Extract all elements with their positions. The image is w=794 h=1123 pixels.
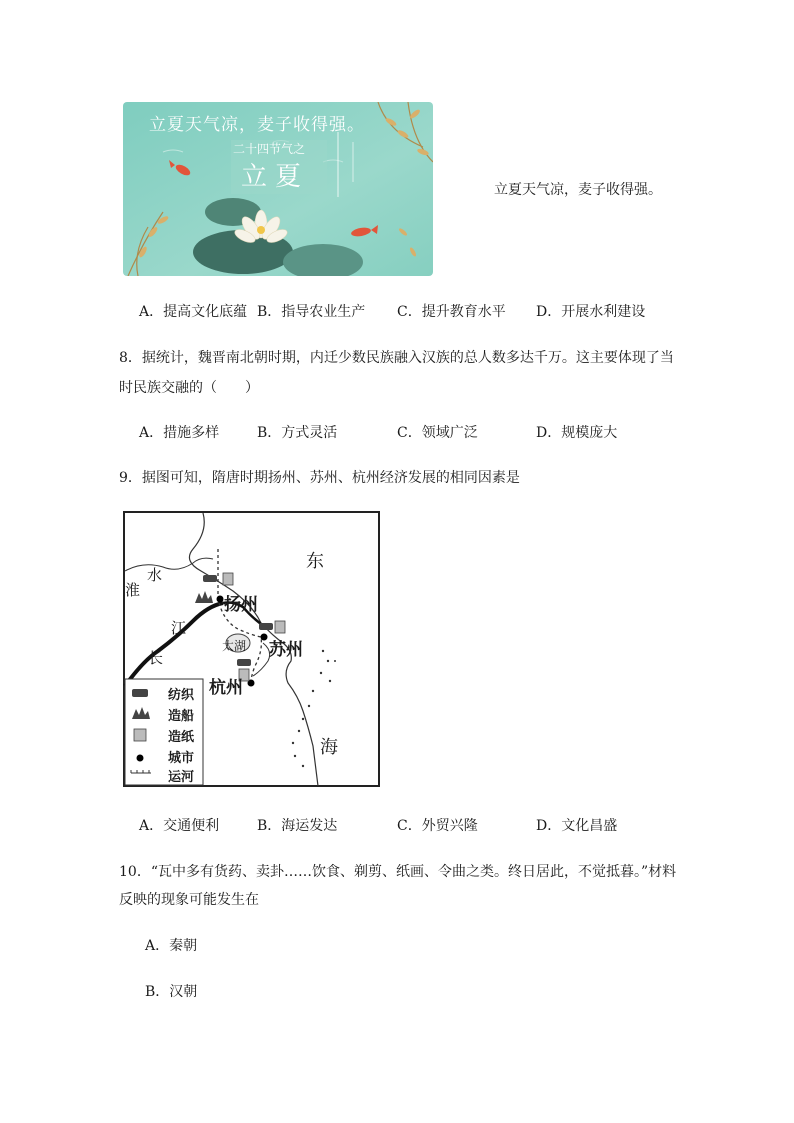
q10-option-b: B．汉朝 (145, 984, 198, 1000)
q7-option-c: C．提升教育水平 (397, 304, 506, 320)
q7-option-a: A．提高文化底蕴 (139, 304, 248, 320)
map-label-huai: 淮 (125, 581, 141, 599)
q9-stem: 9．据图可知，隋唐时期扬州、苏州、杭州经济发展的相同因素是 (119, 470, 520, 486)
legend-city: 城市 (168, 751, 195, 766)
lixia-banner-image (123, 102, 433, 276)
banner-title: 立夏 (241, 162, 310, 192)
map-label-taihu: 太湖 (222, 639, 247, 653)
banner-caption: 立夏天气凉，麦子收得强。 (494, 182, 662, 198)
map-label-jiang: 江 (171, 619, 187, 637)
q8-stem-line1: 8．据统计，魏晋南北朝时期，内迁少数民族融入汉族的总人数多达千万。这主要体现了当 (119, 350, 674, 366)
q9-option-c: C．外贸兴隆 (397, 818, 478, 834)
q8-option-a: A．措施多样 (139, 425, 220, 441)
map-label-chang: 长 (148, 649, 164, 667)
q9-option-d: D．文化昌盛 (536, 818, 618, 834)
map-label-dong: 东 (306, 551, 324, 572)
legend-textile: 纺织 (168, 688, 195, 703)
map-label-shui: 水 (147, 566, 163, 584)
map-city-suzhou: 苏州 (269, 640, 303, 660)
q8-option-d: D．规模庞大 (536, 425, 618, 441)
map-label-hai: 海 (320, 737, 338, 758)
q9-option-a: A．交通便利 (139, 818, 220, 834)
q7-option-b: B．指导农业生产 (257, 304, 366, 320)
q10-stem-line2: 反映的现象可能发生在 (119, 892, 259, 908)
q10-option-a: A．秦朝 (145, 938, 198, 954)
map-city-yangzhou: 扬州 (224, 595, 258, 615)
q9-option-b: B．海运发达 (257, 818, 338, 834)
legend-papermaking: 造纸 (168, 730, 195, 745)
q8-option-c: C．领域广泛 (397, 425, 478, 441)
banner-poem: 立夏天气凉，麦子收得强。 (149, 115, 365, 135)
q8-stem-line2: 时民族交融的（ ） (119, 380, 259, 396)
legend-shipbuilding: 造船 (168, 709, 195, 724)
legend-canal: 运河 (168, 770, 195, 785)
q8-option-b: B．方式灵活 (257, 425, 338, 441)
banner-subtitle: 二十四节气之 (233, 142, 306, 156)
q10-stem-line1: 10．“瓦中多有货药、卖卦……饮食、剃剪、纸画、令曲之类。终日居此，不觉抵暮。”材料 (119, 864, 677, 880)
sui-tang-canal-map (123, 511, 380, 787)
q7-option-d: D．开展水利建设 (536, 304, 646, 320)
map-city-hangzhou: 杭州 (209, 678, 243, 698)
